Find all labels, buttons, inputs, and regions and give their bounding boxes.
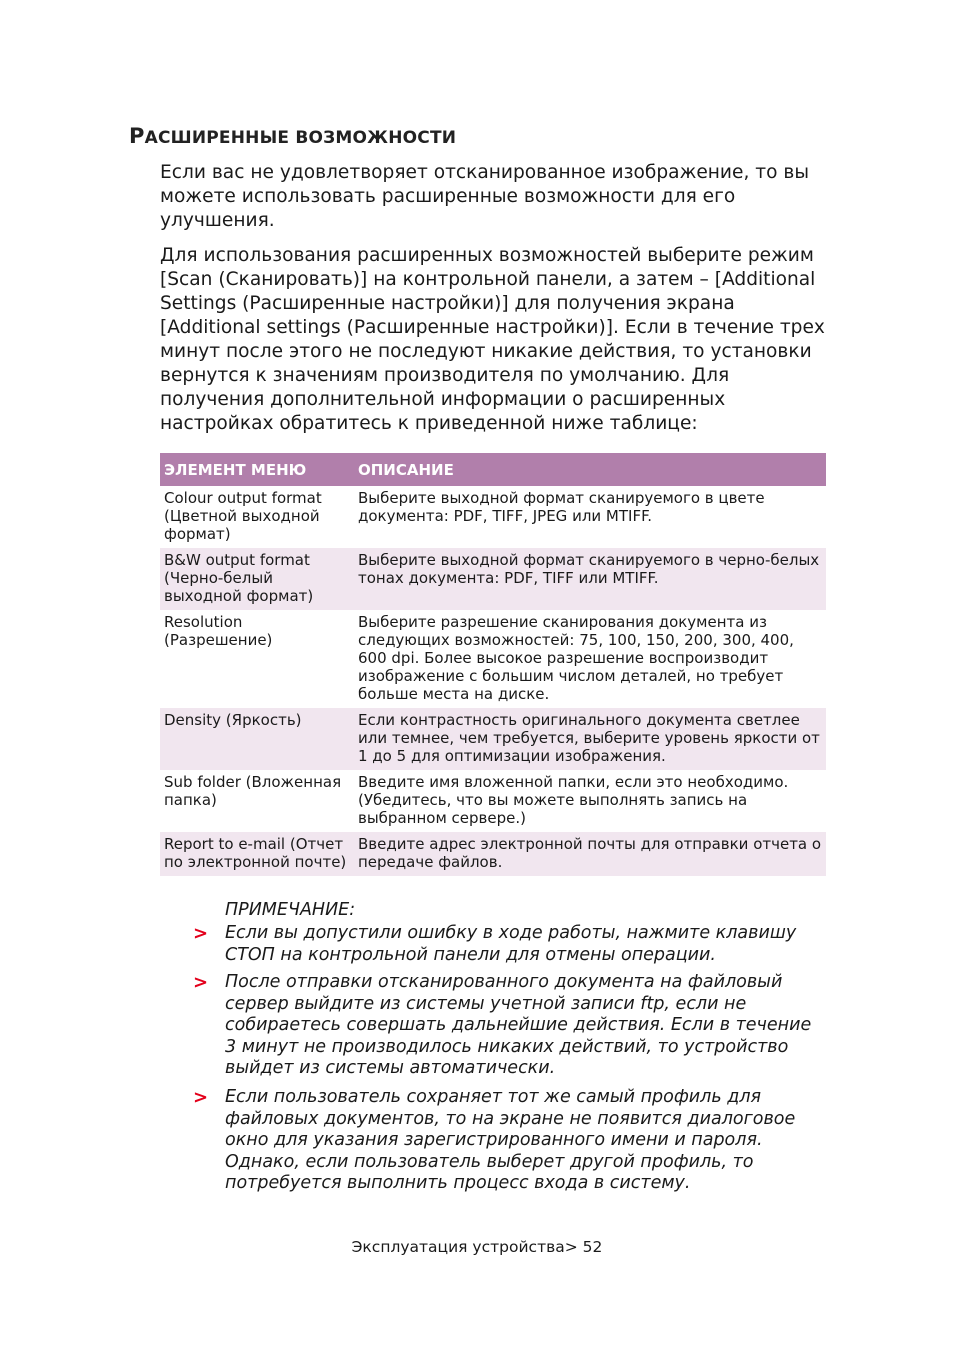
section-title-rest: АСШИРЕННЫЕ ВОЗМОЖНОСТИ (144, 128, 457, 148)
table-row (160, 770, 826, 832)
description-cell: Введите имя вложенной папки, если это необходимо. (Убедитесь, что вы можете выполнять запись на выбранном сервере.) (354, 770, 826, 832)
menu-item-cell: B&W output format (Черно-белый выходной формат) (160, 548, 354, 610)
table-row (160, 486, 826, 548)
bullet-arrow-icon: > (193, 972, 209, 993)
column-header-item: ЭЛЕМЕНТ МЕНЮ (160, 453, 354, 486)
intro-paragraph: Если вас не удовлетворяет отсканированное изображение, то вы можете использовать расширенные возможности для его улучшения. (160, 162, 810, 231)
note-item: Если вы допустили ошибку в ходе работы, нажмите клавишу СТОП на контрольной панели для отмены операции. (225, 923, 797, 965)
menu-item-cell: Report to e-mail (Отчет по электронной почте) (160, 832, 354, 876)
table-row (160, 610, 826, 708)
description-cell: Если контрастность оригинального документа светлее или темнее, чем требуется, выберите уровень яркости от 1 до 5 для оптимизации изображения. (354, 708, 826, 770)
bullet-arrow-icon: > (193, 923, 209, 944)
table-row (160, 708, 826, 770)
menu-item-cell: Colour output format (Цветной выходной формат) (160, 486, 354, 548)
section-title (129, 124, 456, 148)
description-cell: Выберите выходной формат сканируемого в черно-белых тонах документа: PDF, TIFF или MTIFF. (354, 548, 826, 610)
description-cell: Выберите разрешение сканирования документа из следующих возможностей: 75, 100, 150, 200, 300, 400, 600 dpi. Более высокое разрешение воспроизводит изображение с большим числом деталей, но требует больше места на диске. (354, 610, 826, 708)
menu-item-cell: Resolution (Разрешение) (160, 610, 354, 708)
table-header-row (160, 453, 826, 486)
page-footer: Эксплуатация устройства> 52 (351, 1238, 603, 1256)
table-row (160, 548, 826, 610)
note-item: Если пользователь сохраняет тот же самый профиль для файловых документов, то на экране не появится диалоговое окно для указания зарегистрированного имени и пароля. Однако, если пользователь выберет другой профиль, то потребуется выполнить процесс входа в систему. (225, 1087, 796, 1194)
column-header-description: ОПИСАНИЕ (354, 453, 826, 486)
description-cell: Введите адрес электронной почты для отправки отчета о передаче файлов. (354, 832, 826, 876)
note-heading: ПРИМЕЧАНИЕ: (225, 900, 356, 920)
menu-item-cell: Density (Яркость) (160, 708, 354, 770)
description-cell: Выберите выходной формат сканируемого в цвете документа: PDF, TIFF, JPEG или MTIFF. (354, 486, 826, 548)
section-title-first-letter: Р (129, 124, 145, 148)
settings-table (160, 453, 826, 876)
note-item: После отправки отсканированного документа на файловый сервер выйдите из системы учетной записи ftp, если не собираетесь совершать дальнейшие действия. Если в течение 3 минут не производилось никаких действий, то устройство выйдет из системы автоматически. (225, 972, 812, 1079)
table-row (160, 832, 826, 876)
bullet-arrow-icon: > (193, 1087, 209, 1108)
menu-item-cell: Sub folder (Вложенная папка) (160, 770, 354, 832)
instructions-paragraph: Для использования расширенных возможностей выберите режим [Scan (Сканировать)] на контрольной панели, а затем – [Additional Settings (Расширенные настройки)] для получения экрана [Additional settings (Расширенные настройки)]. Если в течение трех минут после этого не последуют никакие действия, то установки вернутся к значениям производителя по умолчанию. Для получения дополнительной информации о расширенных настройках обратитесь к приведенной ниже таблице: (160, 245, 825, 434)
